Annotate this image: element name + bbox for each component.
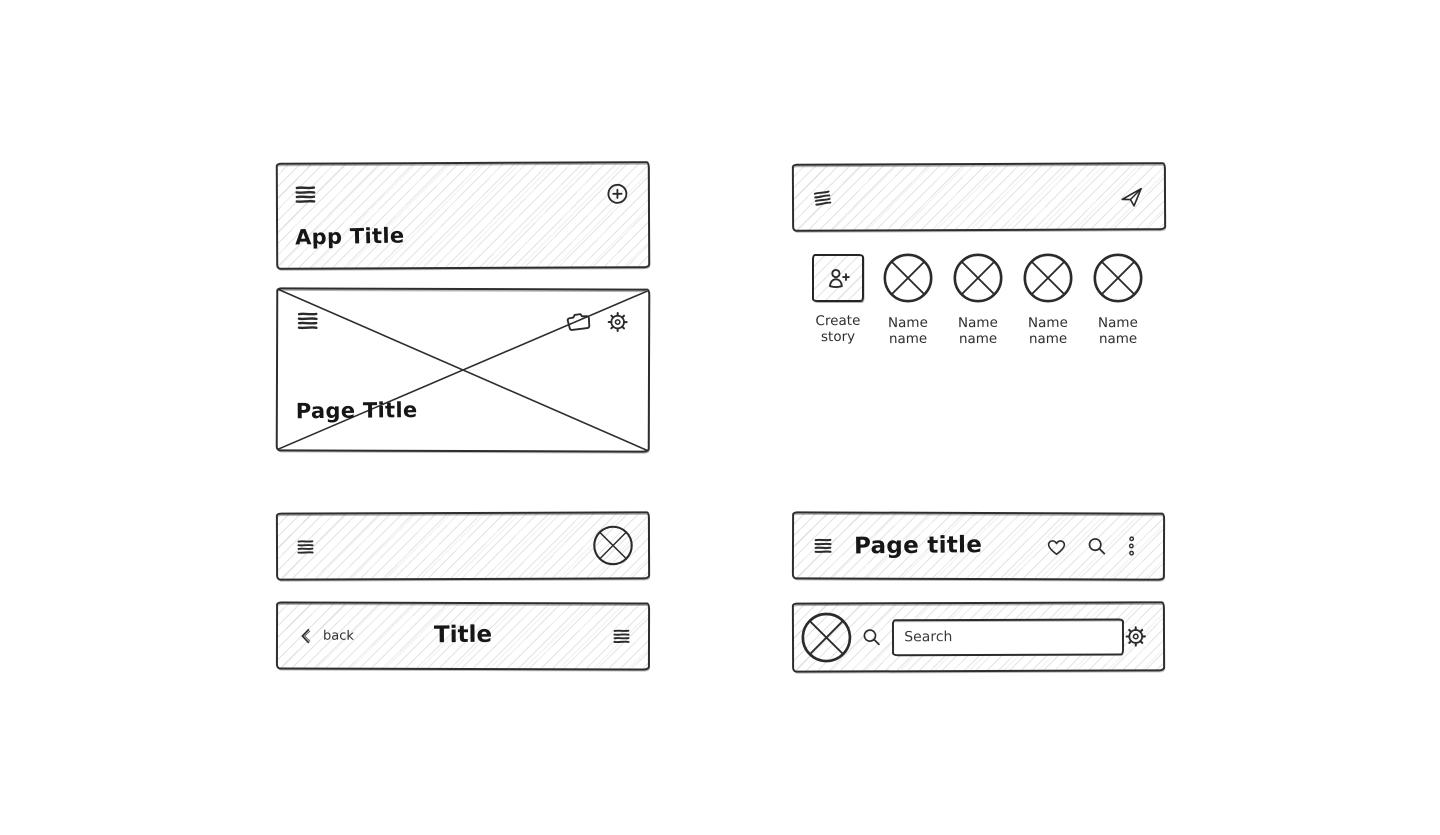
story-label: Name name: [957, 314, 998, 348]
send-bar-card: [792, 162, 1166, 232]
avatar-x-icon[interactable]: [592, 524, 634, 566]
settings-icon[interactable]: [1123, 624, 1147, 648]
avatar-x-icon[interactable]: [1022, 252, 1074, 304]
page-placeholder-card: [276, 287, 651, 452]
settings-icon[interactable]: [606, 310, 629, 333]
page-title: Page title: [853, 532, 983, 560]
menu-icon[interactable]: [297, 538, 314, 555]
page-title-bar-card: [792, 511, 1165, 580]
avatar-x-icon[interactable]: [800, 610, 853, 664]
back-label: back: [322, 628, 354, 644]
avatar-x-icon[interactable]: [882, 252, 934, 304]
story-label: Name name: [887, 314, 928, 348]
search-icon[interactable]: [1086, 535, 1108, 557]
send-plane-icon[interactable]: [1119, 184, 1144, 209]
avatar-x-icon[interactable]: [952, 252, 1004, 304]
story-item[interactable]: [876, 252, 940, 347]
person-add-icon: [825, 266, 852, 291]
search-bar-card: [792, 601, 1165, 672]
menu-icon[interactable]: [295, 185, 316, 205]
kebab-menu-icon[interactable]: [1126, 535, 1137, 559]
add-circle-icon[interactable]: [606, 182, 629, 205]
story-item[interactable]: [1016, 252, 1080, 347]
menu-icon[interactable]: [814, 537, 832, 554]
bar-title: Title: [433, 621, 493, 649]
back-title-bar-card: [276, 602, 650, 671]
story-item[interactable]: [946, 252, 1010, 347]
menu-icon[interactable]: [813, 187, 833, 208]
avatar-bar-card: [276, 511, 650, 580]
story-label: Name name: [1097, 314, 1138, 348]
create-story-tile[interactable]: [812, 254, 864, 302]
menu-icon[interactable]: [613, 628, 630, 645]
app-header-card: [276, 161, 650, 270]
search-icon[interactable]: [861, 626, 883, 648]
avatar-x-icon[interactable]: [1092, 252, 1144, 304]
page-title: Page Title: [295, 397, 418, 424]
menu-icon[interactable]: [297, 311, 318, 330]
story-item[interactable]: [1086, 252, 1150, 347]
story-label: Name name: [1027, 314, 1068, 348]
stories-row: [806, 252, 1150, 347]
camera-icon[interactable]: [563, 309, 594, 335]
create-story-item[interactable]: [806, 252, 870, 347]
search-input[interactable]: [892, 618, 1123, 656]
create-story-label: Create story: [815, 312, 861, 346]
heart-icon[interactable]: [1045, 536, 1068, 557]
app-title: App Title: [294, 223, 405, 250]
